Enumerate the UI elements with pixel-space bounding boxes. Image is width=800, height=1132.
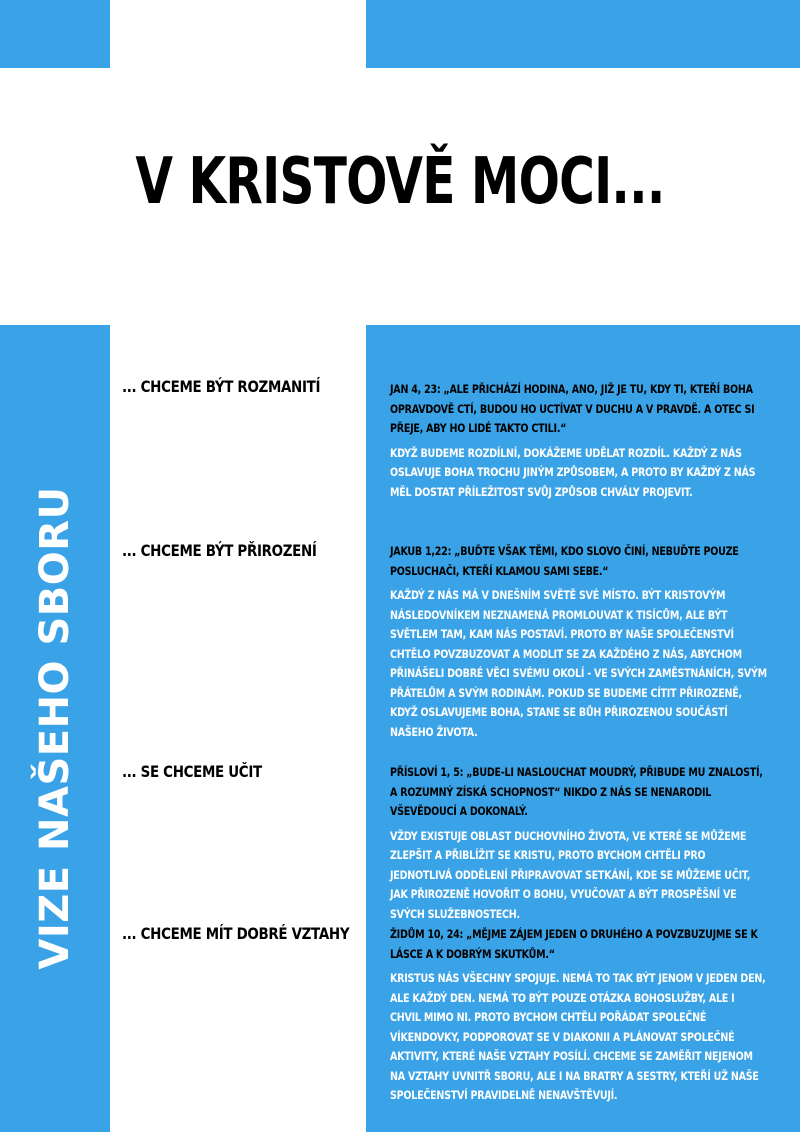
- verse-quote: JAN 4, 23: „ALE PŘICHÁZÍ HODINA, ANO, JIŽ JE TU, KDY TI, KTEŘÍ BOHA OPRAVDOVĚ CTÍ, BUDOU HO UCTÍVAT V DUCHU A V PRAVDĚ. A OTEC SI PŘEJE, ABY HO LIDÉ TAKTO CTILI.“: [390, 382, 755, 435]
- section-text-diverse: [390, 380, 768, 502]
- section-body: VŽDY EXISTUJE OBLAST DUCHOVNÍHO ŽIVOTA, VE KTERÉ SE MŮŽEME ZLEPŠIT A PŘIBLÍŽIT SE KRISTU, PROTO BYCHOM CHTĚLI PRO JEDNOTLIVÁ ODDĚLENÍ PŘIPRAVOVAT SETKÁNÍ, KDE SE MŮŽEME UČIT, JAK PŘIROZENĚ HOVOŘIT O BOHU, VYUČOVAT A BÝT PROSPĚŠNÍ VE SVÝCH SLUŽEBNOSTECH.: [390, 828, 751, 921]
- section-heading-natural: ... CHCEME BÝT PŘIROZENÍ: [122, 541, 317, 560]
- page-title: V KRISTOVĚ MOCI...: [135, 145, 665, 219]
- verse-quote: PŘÍSLOVÍ 1, 5: „BUDE-LI NASLOUCHAT MOUDRÝ, PŘIBUDE MU ZNALOSTÍ, A ROZUMNÝ ZÍSKÁ SCHOPNOST“ NIKDO Z NÁS SE NENARODIL VŠEVĚDOUCÍ A DOKONALÝ.: [390, 765, 763, 818]
- section-heading-diverse: ... CHCEME BÝT ROZMANITÍ: [122, 377, 321, 396]
- top-right-band: [366, 0, 800, 68]
- section-body: KRISTUS NÁS VŠECHNY SPOJUJE. NEMÁ TO TAK BÝT JENOM V JEDEN DEN, ALE KAŽDÝ DEN. NEMÁ TO BÝT POUZE OTÁZKA BOHOSLUŽBY, ALE I CHVIL MIMO NI. PROTO BYCHOM CHTĚLI POŘÁDAT SPOLEČNÉ VÍKENDOVKY, PODPOROVAT SE V DIAKONII A PLÁNOVAT SPOLEČNÉ AKTIVITY, KTERÉ NAŠE VZTAHY POSÍLÍ. CHCEME SE ZAMĚŘIT NEJENOM NA VZTAHY UVNITŘ SBORU, ALE I NA BRATRY A SESTRY, KTEŘÍ UŽ NAŠE SPOLEČENSTVÍ PRAVIDELNĚ NENAVŠTĚVUJÍ.: [390, 971, 766, 1102]
- section-text-relationships: [390, 925, 768, 1106]
- section-body: KAŽDÝ Z NÁS MÁ V DNEŠNÍM SVĚTĚ SVÉ MÍSTO. BÝT KRISTOVÝM NÁSLEDOVNÍKEM NEZNAMENÁ PROMLOUVAT K TISÍCŮM, ALE BÝT SVĚTLEM TAM, KAM NÁS POSTAVÍ. PROTO BY NAŠE SPOLEČENSTVÍ CHTĚLO POVZBUZOVAT A MODLIT SE ZA KAŽDÉHO Z NÁS, ABYCHOM PŘINÁŠELI DOBRÉ VĚCI SVÉMU OKOLÍ - VE SVÝCH ZAMĚSTNÁNÍCH, SVÝM PŘÁTELŮM A SVÝM RODINÁM. POKUD SE BUDEME CÍTIT PŘIROZENĚ, KDYŽ OSLAVUJEME BOHA, STANE SE BŮH PŘIROZENOU SOUČÁSTÍ NAŠEHO ŽIVOTA.: [390, 588, 767, 739]
- section-text-natural: [390, 542, 768, 742]
- verse-quote: ŽIDŮM 10, 24: „MĚJME ZÁJEM JEDEN O DRUHÉHO A POVZBUZUJME SE K LÁSCE A K DOBRÝM SKUTKŮM.“: [390, 927, 758, 961]
- vertical-title: VIZE NAŠEHO SBORU: [32, 486, 78, 970]
- section-heading-relationships: ... CHCEME MÍT DOBRÉ VZTAHY: [122, 924, 350, 943]
- section-body: KDYŽ BUDEME ROZDÍLNÍ, DOKÁŽEME UDĚLAT ROZDÍL. KAŽDÝ Z NÁS OSLAVUJE BOHA TROCHU JINÝM ZPŮSOBEM, A PROTO BY KAŽDÝ Z NÁS MĚL DOSTAT PŘÍLEŽITOST SVŮJ ZPŮSOB CHVÁLY PROJEVIT.: [390, 445, 756, 499]
- section-text-learn: [390, 763, 768, 924]
- verse-quote: JAKUB 1,22: „BUĎTE VŠAK TĚMI, KDO SLOVO ČINÍ, NEBUĎTE POUZE POSLUCHAČI, KTEŘÍ KLAMOU SAMI SEBE.“: [390, 544, 739, 578]
- section-heading-learn: ... SE CHCEME UČIT: [122, 762, 262, 781]
- top-left-band: [0, 0, 110, 68]
